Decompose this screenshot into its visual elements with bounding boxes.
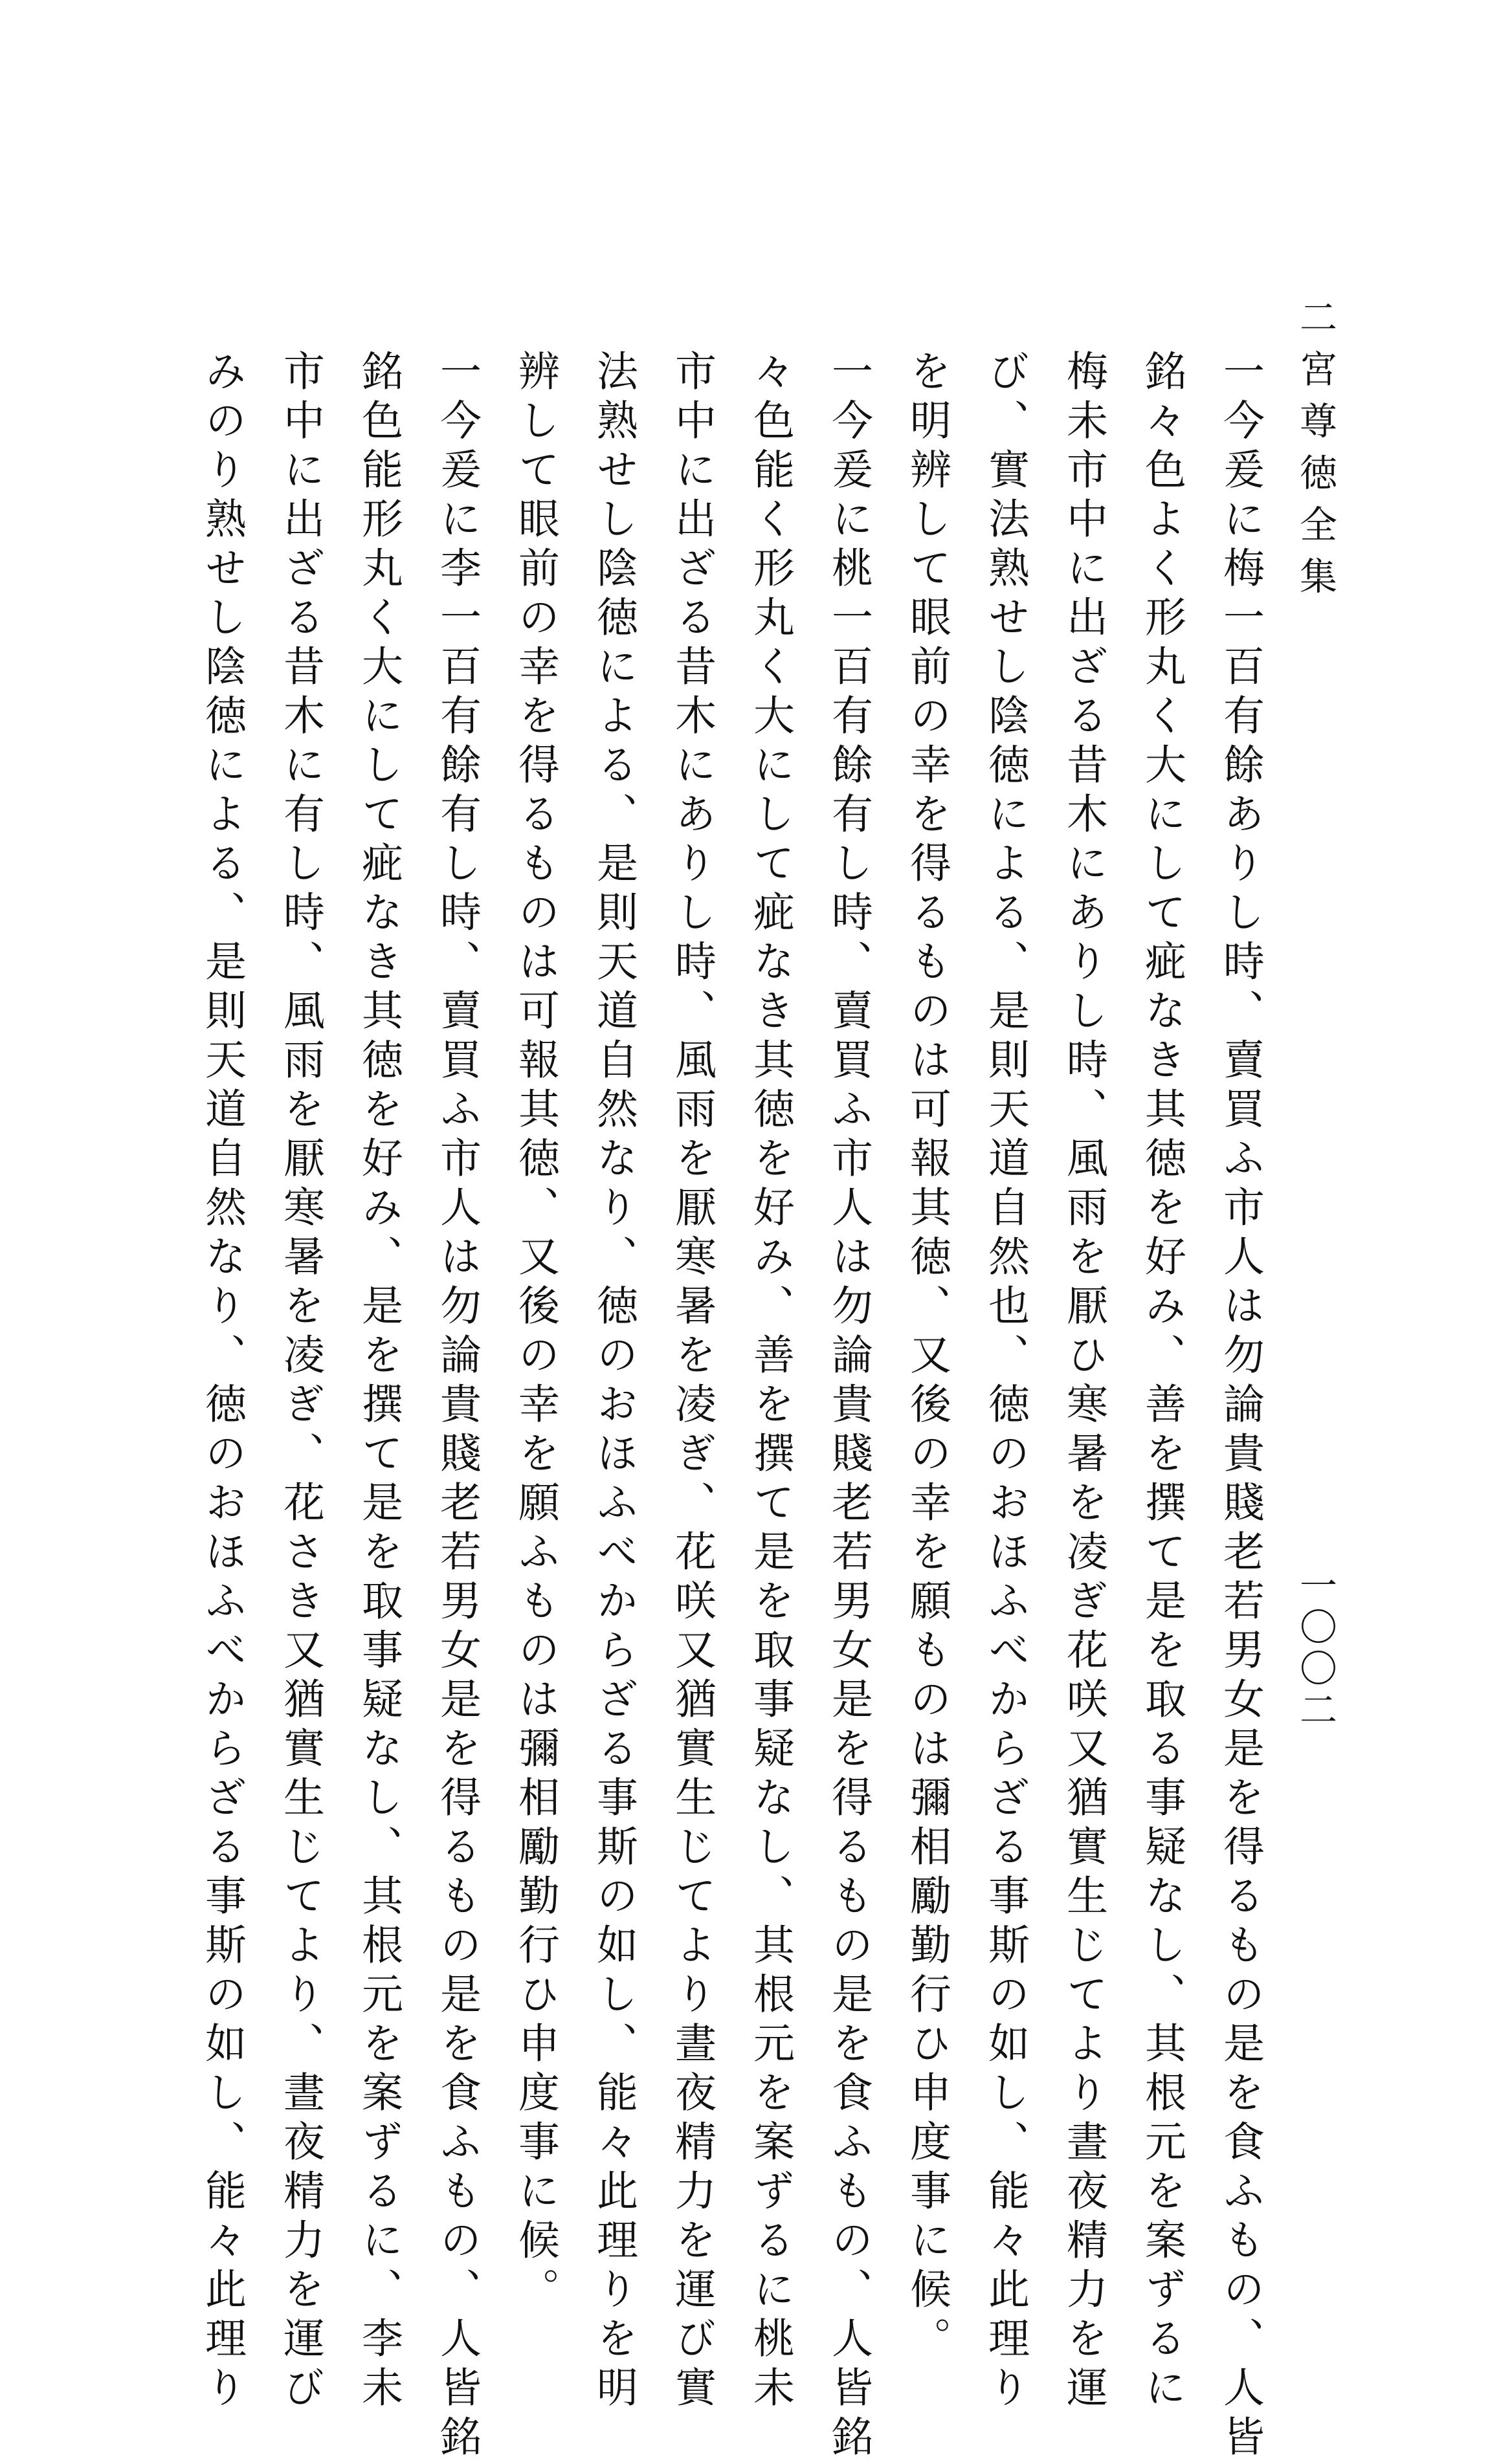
text-column: 一今爰に李一百有餘有し時、賣買ふ市人は勿論貴賤老若男女是を得るもの是を食ふもの、人皆銘 (433, 349, 481, 2464)
running-title: 二宮尊徳全集 (1293, 298, 1337, 608)
text-column: 銘々色よく形丸く大にして疵なき其徳を好み、善を撰て是を取る事疑なし、其根元を案ずるに (1138, 349, 1186, 2415)
text-column: 辨して眼前の幸を得るものは可報其徳、又後の幸を願ふものは彌相勵勤行ひ申度事に候。 (511, 349, 559, 2316)
body-text (183, 349, 1279, 2464)
text-column: 一今爰に桃一百有餘有し時、賣買ふ市人は勿論貴賤老若男女是を得るもの是を食ふもの、人皆銘 (825, 349, 873, 2464)
text-column: 市中に出ざる昔木に有し時、風雨を厭寒暑を凌ぎ、花さき又猶實生じてより、晝夜精力を運び (276, 349, 324, 2415)
page-number: 一〇〇二 (1293, 1566, 1337, 1732)
text-column: 一今爰に梅一百有餘ありし時、賣買ふ市人は勿論貴賤老若男女是を得るもの是を食ふもの、人皆 (1216, 349, 1264, 2464)
text-column: を明辨して眼前の幸を得るものは可報其徳、又後の幸を願ものは彌相勵勤行ひ申度事に候。 (903, 349, 951, 2366)
text-column: 市中に出ざる昔木にありし時、風雨を厭寒暑を凌ぎ、花咲又猶實生じてより晝夜精力を運び實 (668, 349, 716, 2415)
text-column: 法熟せし陰徳による、是則天道自然なり、徳のおほふべからざる事斯の如し、能々此理りを明 (590, 349, 638, 2415)
text-column: 銘色能形丸く大にして疵なき其徳を好み、是を撰て是を取事疑なし、其根元を案ずるに、李未 (355, 349, 403, 2415)
text-column: び、實法熟せし陰徳による、是則天道自然也、徳のおほふべからざる事斯の如し、能々此理り (981, 349, 1029, 2415)
text-column: 梅未市中に出ざる昔木にありし時、風雨を厭ひ寒暑を凌ぎ花咲又猶實生じてより晝夜精力を運 (1060, 349, 1107, 2415)
text-column: みのり熟せし陰徳による、是則天道自然なり、徳のおほふべからざる事斯の如し、能々此理り (198, 349, 246, 2415)
text-column: 々色能く形丸く大にして疵なき其徳を好み、善を撰て是を取事疑なし、其根元を案ずるに桃未 (746, 349, 794, 2415)
